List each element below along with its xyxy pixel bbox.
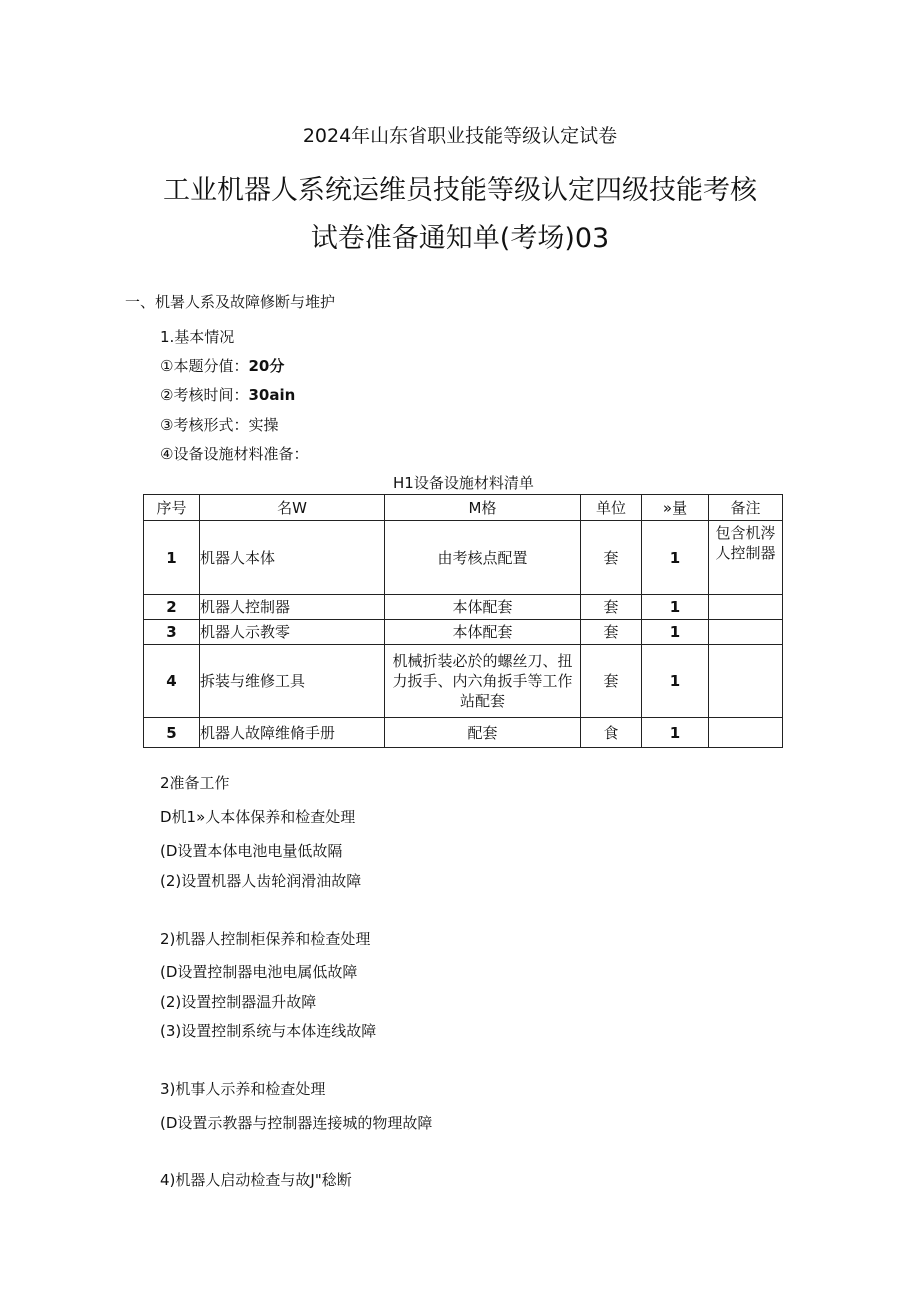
cell-no: 3	[144, 620, 200, 645]
cell-note	[709, 620, 783, 645]
cell-qty: 1	[642, 620, 709, 645]
prep-group-title: D机1»人本体保养和检查处理	[160, 808, 356, 826]
section-heading: 一、机暑人系及故障修断与堆护	[125, 293, 336, 311]
header-no: 序号	[144, 495, 200, 521]
cell-spec: 本体配套	[385, 620, 581, 645]
cell-spec: 由考核点配置	[385, 521, 581, 595]
exam-title-line1: 工业机器人系统运维员技能等级认定四级技能考核	[163, 175, 757, 206]
table-header-row	[144, 495, 783, 521]
time-label: ②考核时间：	[160, 386, 249, 404]
table-caption: H1设备设施材料清单	[393, 474, 534, 492]
cell-note	[709, 595, 783, 620]
header-note: 备注	[709, 495, 783, 521]
prep-item: (D设置示教器与控制器连接城的物理故障	[160, 1114, 433, 1132]
cell-unit: 食	[581, 718, 642, 748]
prep-group-title: 3)机事人示养和检查处理	[160, 1080, 326, 1098]
time-value: 30ain	[248, 386, 296, 404]
score-label: ①本题分值：	[160, 357, 249, 375]
cell-unit: 套	[581, 645, 642, 718]
cell-no: 1	[144, 521, 200, 595]
cell-note	[709, 645, 783, 718]
form-line	[160, 414, 278, 435]
header-spec: M格	[385, 495, 581, 521]
prep-title: 2准备工作	[160, 774, 230, 792]
materials-label: ④设备设施材料准备：	[160, 445, 309, 463]
cell-unit: 套	[581, 521, 642, 595]
prep-item: (D设置本体电池电量低故隔	[160, 842, 343, 860]
cell-spec: 机械折装必於的螺丝刀、扭力扳手、内六角扳手等工作站配套	[385, 645, 581, 718]
form-value: 实操	[248, 416, 279, 434]
exam-title-line2: 试卷准备通知单(考场)03	[310, 223, 610, 254]
table-row	[144, 595, 783, 620]
table-row	[144, 718, 783, 748]
materials-line	[160, 443, 308, 464]
form-label: ③考核形式：	[160, 416, 249, 434]
cell-no: 4	[144, 645, 200, 718]
table-row	[144, 521, 783, 595]
header-qty: »量	[642, 495, 709, 521]
score-line	[160, 355, 284, 376]
cell-qty: 1	[642, 645, 709, 718]
cell-name: 机器人示教零	[200, 620, 385, 645]
cell-name: 机器人本体	[200, 521, 385, 595]
cell-qty: 1	[642, 595, 709, 620]
cell-no: 2	[144, 595, 200, 620]
cell-qty: 1	[642, 718, 709, 748]
cell-unit: 套	[581, 620, 642, 645]
exam-subtitle: 2024年山东省职业技能等级认定试卷	[302, 125, 618, 147]
prep-item: (2)设置机器人齿轮润滑油故障	[160, 872, 362, 890]
prep-item: (D设置控制器电池电属低故障	[160, 963, 358, 981]
prep-item: (3)设置控制系统与本体连线故障	[160, 1022, 377, 1040]
cell-qty: 1	[642, 521, 709, 595]
cell-note: 包含机涔人控制器	[709, 521, 783, 595]
time-line	[160, 384, 295, 405]
header-name: 名W	[200, 495, 385, 521]
cell-no: 5	[144, 718, 200, 748]
prep-group-title: 4)机器人启动检查与故J"稔断	[160, 1171, 352, 1189]
prep-item: (2)设置控制器温升故障	[160, 993, 317, 1011]
score-value: 20分	[248, 357, 285, 375]
cell-name: 机器人控制器	[200, 595, 385, 620]
cell-name: 机器人故障维脩手册	[200, 718, 385, 748]
header-unit: 单位	[581, 495, 642, 521]
basic-info-title: 1.基本情况	[160, 328, 235, 346]
materials-table	[143, 494, 783, 748]
table-row	[144, 645, 783, 718]
cell-note	[709, 718, 783, 748]
cell-name: 拆装与维修工具	[200, 645, 385, 718]
cell-spec: 配套	[385, 718, 581, 748]
table-row	[144, 620, 783, 645]
cell-spec: 本体配套	[385, 595, 581, 620]
cell-unit: 套	[581, 595, 642, 620]
prep-group-title: 2)机器人控制柜保养和检查处理	[160, 930, 371, 948]
